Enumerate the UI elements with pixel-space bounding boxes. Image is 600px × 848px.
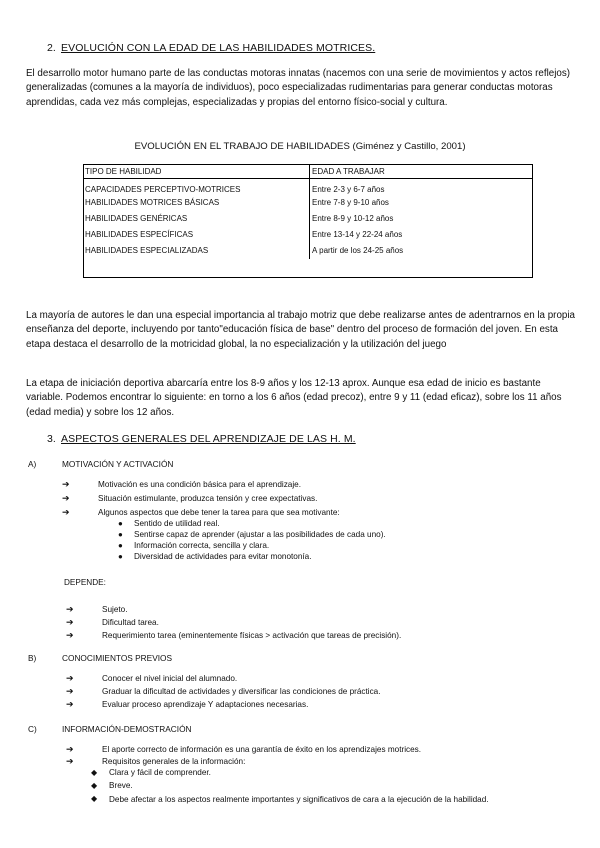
table-row <box>83 179 533 195</box>
list-item: Conocer el nivel inicial del alumnado. <box>102 674 238 683</box>
table-cell-age: Entre 13-14 y 22-24 años <box>312 230 403 239</box>
subsection-c-letter: C) <box>28 724 37 734</box>
bullet-icon: ● <box>118 519 123 528</box>
arrow-icon: ➔ <box>66 744 74 754</box>
table-cell-type: HABILIDADES GENÉRICAS <box>83 211 310 227</box>
section-2-intro: El desarrollo motor humano parte de las conductas motoras innatas (nacemos con una serie de movimientos y actos reflejos) generalizadas (comunes a la mayoría de individuos), poco especializadas rudimentarias para generar conductas motoras aprendidas, cada vez más complejas, especializadas y propias del entorno físico-social y cultura. <box>26 68 570 108</box>
arrow-icon: ➔ <box>66 617 74 627</box>
subsection-b-letter: B) <box>28 653 37 663</box>
arrow-icon: ➔ <box>62 479 70 489</box>
arrow-icon: ➔ <box>66 699 74 709</box>
table-row <box>83 211 533 227</box>
list-subitem: Información correcta, sencilla y clara. <box>134 541 270 550</box>
table-cell-age: A partir de los 24-25 años <box>312 246 404 255</box>
list-subitem: Sentirse capaz de aprender (ajustar a las posibilidades de cada uno). <box>134 530 386 539</box>
section-3-number: 3. <box>47 433 56 445</box>
table-caption: EVOLUCIÓN EN EL TRABAJO DE HABILIDADES (Giménez y Castillo, 2001) <box>134 141 466 152</box>
diamond-bullet-icon: ◆ <box>91 768 98 777</box>
list-item: Requerimiento tarea (eminentemente físicas > activación que tareas de precisión). <box>102 631 402 640</box>
table-cell-age: Entre 8-9 y 10-12 años <box>312 214 394 223</box>
table-cell-type: HABILIDADES ESPECÍFICAS <box>83 227 310 243</box>
list-subitem: Diversidad de actividades para evitar monotonía. <box>134 552 312 561</box>
arrow-icon: ➔ <box>66 604 74 614</box>
arrow-icon: ➔ <box>66 630 74 640</box>
table-cell-type: HABILIDADES MOTRICES BÁSICAS <box>83 195 310 211</box>
bullet-icon: ● <box>118 552 123 561</box>
list-item: Dificultad tarea. <box>102 618 159 627</box>
table-row <box>83 195 533 211</box>
section-2-paragraph-3: La etapa de iniciación deportiva abarcaría entre los 8-9 años y los 12-13 aprox. Aunque esa edad de inicio es bastante variable. Podemos encontrar lo siguiente: en torno a los 6 años (edad precoz), entre 9 y 11 (edad eficaz), sobre los 11 años (edad media) y sobre los 12 años. <box>26 378 562 418</box>
list-subitem: Debe afectar a los aspectos realmente importantes y significativos de cara a la ejecución de la habilidad. <box>109 795 489 804</box>
arrow-icon: ➔ <box>66 756 74 766</box>
list-item: Algunos aspectos que debe tener la tarea para que sea motivante: <box>98 508 340 517</box>
diamond-bullet-icon: ◆ <box>91 781 98 790</box>
list-subitem: Sentido de utilidad real. <box>134 519 220 528</box>
arrow-icon: ➔ <box>66 673 74 683</box>
subsection-b-heading: CONOCIMIENTOS PREVIOS <box>62 653 173 663</box>
arrow-icon: ➔ <box>66 686 74 696</box>
subsection-c-heading: INFORMACIÓN-DEMOSTRACIÓN <box>62 724 192 734</box>
section-3-title: ASPECTOS GENERALES DEL APRENDIZAJE DE LAS H. M. <box>61 433 356 445</box>
list-item: El aporte correcto de información es una garantía de éxito en los aprendizajes motrices. <box>102 745 422 754</box>
list-item: Situación estimulante, produzca tensión y cree expectativas. <box>98 494 318 503</box>
subsection-a-letter: A) <box>28 459 37 469</box>
section-2-number: 2. <box>47 42 56 54</box>
bullet-icon: ● <box>118 530 123 539</box>
list-item: Sujeto. <box>102 605 128 614</box>
section-2-paragraph-2: La mayoría de autores le dan una especial importancia al trabajo motriz que debe realizarse antes de adentrarnos en la propia enseñanza del deporte, incluyendo por tanto"educación física de base" dentro del proceso de formación del joven. En esta etapa destaca el desarrollo de la motricidad global, la no especialización y la utilización del juego <box>26 310 575 350</box>
diamond-bullet-icon: ◆ <box>91 794 98 803</box>
list-subitem: Clara y fácil de comprender. <box>109 768 211 777</box>
table-row <box>83 243 533 259</box>
table-cell-type: HABILIDADES ESPECIALIZADAS <box>83 243 310 259</box>
section-2-title: EVOLUCIÓN CON LA EDAD DE LAS HABILIDADES MOTRICES. <box>61 42 376 54</box>
table-cell-type: CAPACIDADES PERCEPTIVO-MOTRICES <box>83 179 310 195</box>
arrow-icon: ➔ <box>62 507 70 517</box>
table-row <box>83 227 533 243</box>
list-item: Evaluar proceso aprendizaje Y adaptaciones necesarias. <box>102 700 309 709</box>
subsection-a-heading: MOTIVACIÓN Y ACTIVACIÓN <box>62 459 174 469</box>
depende-label: DEPENDE: <box>64 578 106 587</box>
table-cell-age: Entre 2-3 y 6-7 años <box>312 185 385 195</box>
list-item: Requisitos generales de la información: <box>102 757 246 766</box>
list-item: Motivación es una condición básica para el aprendizaje. <box>98 480 301 489</box>
list-subitem: Breve. <box>109 781 133 790</box>
table-header-age: EDAD A TRABAJAR <box>310 164 534 179</box>
table-header-type: TIPO DE HABILIDAD <box>83 164 310 179</box>
bullet-icon: ● <box>118 541 123 550</box>
skills-age-table <box>83 164 533 259</box>
table-cell-age: Entre 7-8 y 9-10 años <box>312 198 389 207</box>
list-item: Graduar la dificultad de actividades y diversificar las condiciones de práctica. <box>102 687 381 696</box>
arrow-icon: ➔ <box>62 493 70 503</box>
